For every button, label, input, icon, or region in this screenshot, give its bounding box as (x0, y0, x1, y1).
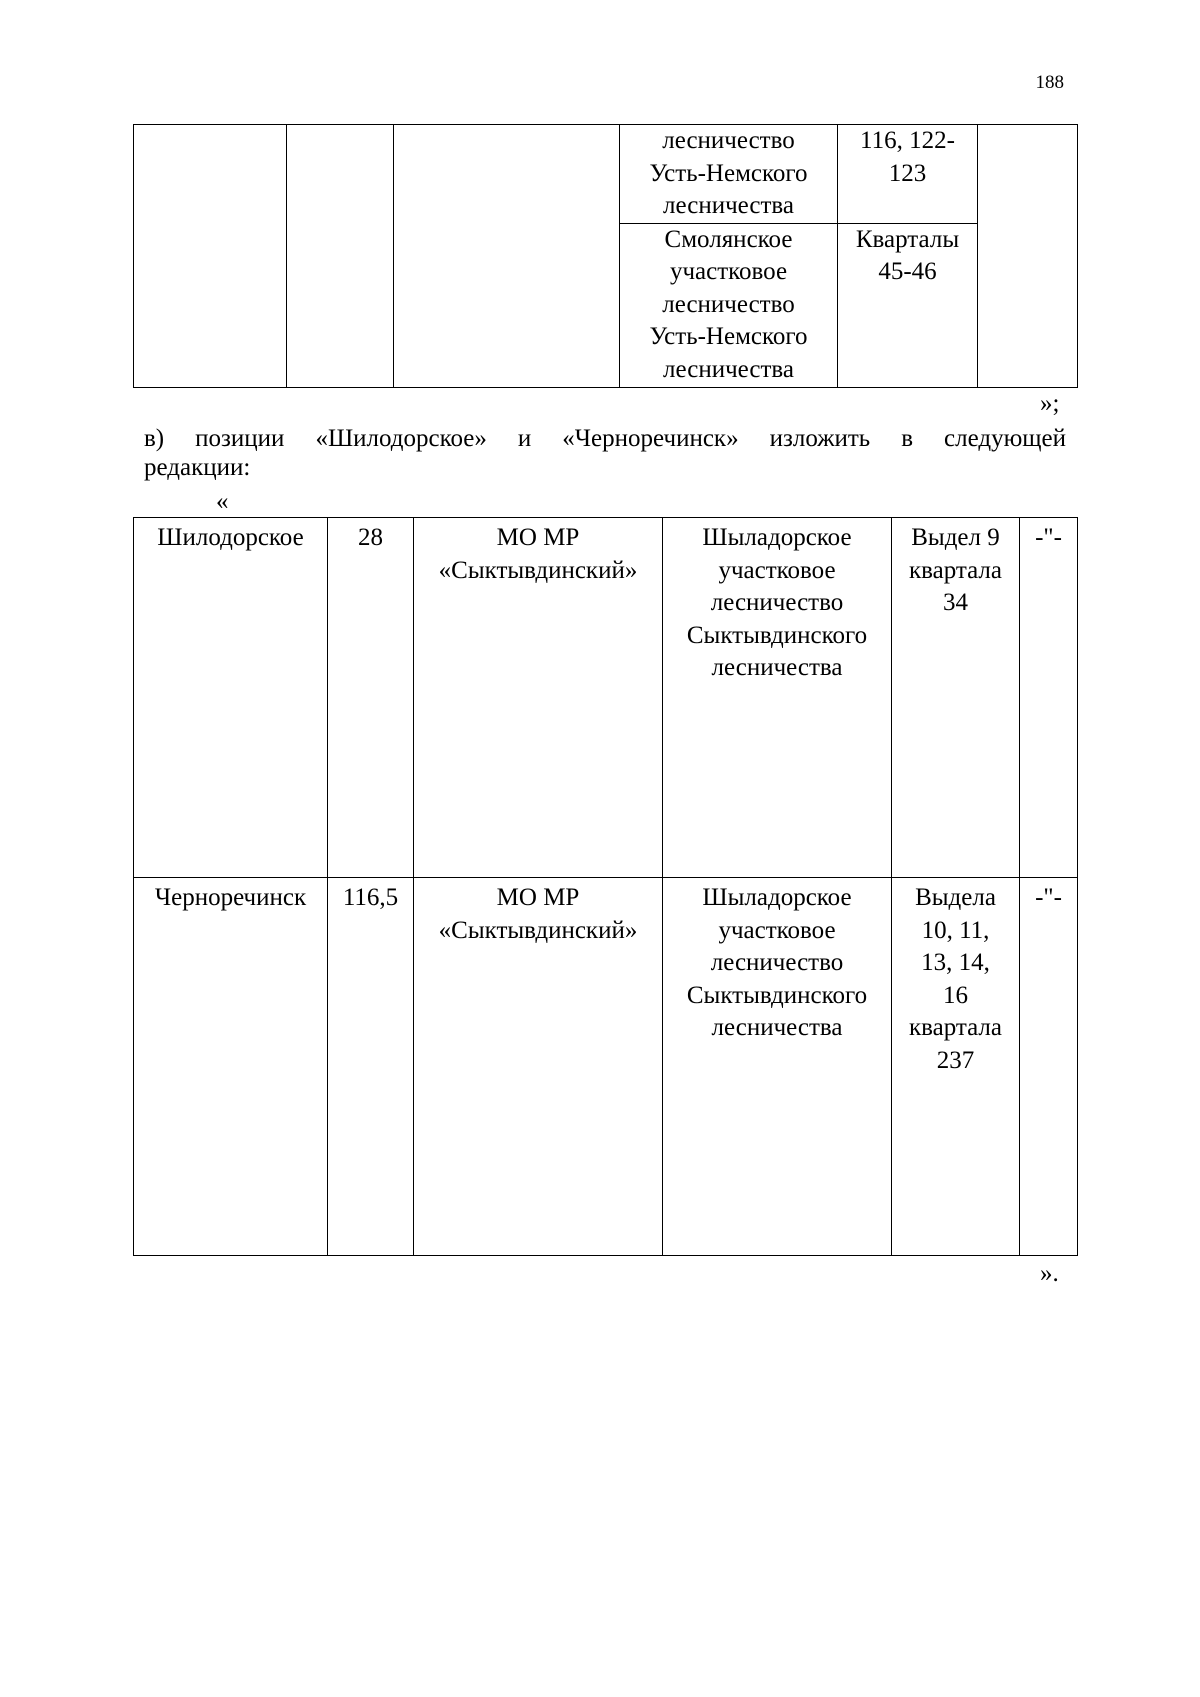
table-cell-empty (134, 125, 287, 388)
area-cell: 116,5 (328, 878, 414, 1256)
quarters-cell: Кварталы 45-46 (838, 223, 978, 387)
area-cell: 28 (328, 518, 414, 878)
note-cell: -"- (1020, 518, 1078, 878)
continuation-table (133, 124, 1078, 388)
name-cell: Шилодорское (134, 518, 328, 878)
location-cell: Выдела 10, 11, 13, 14, 16 квартала 237 (892, 878, 1020, 1256)
closing-quote-bottom: ». (1040, 1260, 1059, 1287)
table-cell-empty (978, 125, 1078, 388)
municipality-cell: МО МР «Сыктывдинский» (414, 518, 663, 878)
table-row (134, 878, 1078, 1256)
location-cell: Выдел 9 квартала 34 (892, 518, 1020, 878)
name-cell: Черноречинск (134, 878, 328, 1256)
paragraph-line-1: в) позиции «Шилодорское» и «Черноречинск» изложить в следующей (144, 425, 1066, 452)
table-cell-empty (287, 125, 394, 388)
table-cell-empty (394, 125, 620, 388)
closing-quote-top: »; (1040, 390, 1060, 417)
opening-quote: « (216, 488, 229, 515)
table-row (134, 125, 1078, 224)
forestry-cell: лесничество Усть-Немского лесничества (620, 125, 838, 224)
page-number: 188 (1035, 72, 1064, 93)
forestry-cell: Шыладорское участковое лесничество Сыктывдинского лесничества (663, 518, 892, 878)
note-cell: -"- (1020, 878, 1078, 1256)
positions-table (133, 517, 1078, 1256)
instruction-paragraph (144, 424, 1066, 482)
table-row (134, 518, 1078, 878)
paragraph-line-2: редакции: (144, 454, 251, 481)
quarters-cell: 116, 122- 123 (838, 125, 978, 224)
forestry-cell: Смолянское участковое лесничество Усть-Немского лесничества (620, 223, 838, 387)
forestry-cell: Шыладорское участковое лесничество Сыктывдинского лесничества (663, 878, 892, 1256)
municipality-cell: МО МР «Сыктывдинский» (414, 878, 663, 1256)
